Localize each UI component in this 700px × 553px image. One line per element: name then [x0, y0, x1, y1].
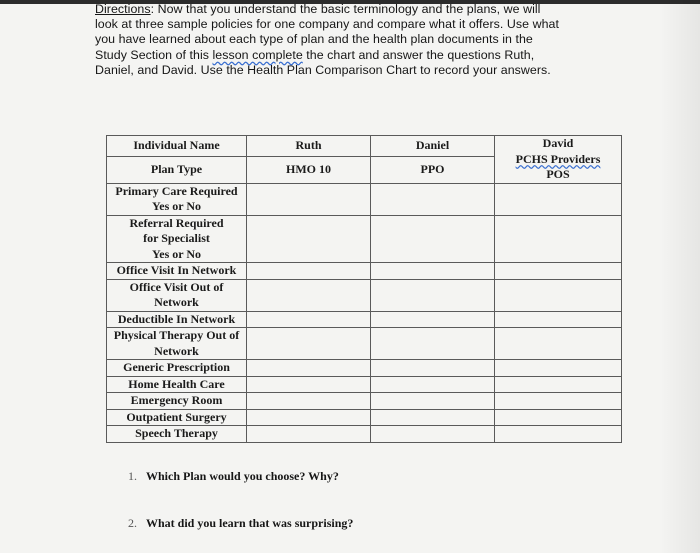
row-label — [107, 311, 247, 328]
row-label-line: Emergency Room — [130, 393, 223, 407]
answer-cell-daniel[interactable] — [371, 279, 495, 311]
row-label-line: Network — [154, 295, 199, 309]
david-plan-line1: PCHS Providers — [515, 151, 601, 166]
header-ruth: Ruth — [247, 136, 371, 157]
answer-cell-ruth[interactable] — [247, 263, 371, 280]
row-label — [107, 215, 247, 263]
row-label-line: Speech Therapy — [135, 426, 218, 440]
question-2-number: 2. — [128, 516, 137, 530]
chart-row — [107, 263, 622, 280]
row-label-line: Network — [154, 343, 199, 358]
question-2-text: What did you learn that was surprising? — [146, 516, 354, 530]
question-1-text: Which Plan would you choose? Why? — [146, 469, 339, 483]
row-label-line: for Specialist — [143, 231, 210, 245]
question-1-number: 1. — [128, 469, 137, 483]
answer-cell-david[interactable] — [495, 183, 622, 215]
row-label-line: Yes or No — [151, 199, 202, 213]
chart-row — [107, 279, 622, 311]
answer-cell-daniel[interactable] — [371, 393, 495, 410]
header-david — [495, 136, 622, 184]
chart-row — [107, 311, 622, 328]
chart-row — [107, 393, 622, 410]
chart-row — [107, 183, 622, 215]
answer-cell-david[interactable] — [495, 393, 622, 410]
answer-cell-daniel[interactable] — [371, 183, 495, 215]
row-label — [107, 183, 247, 215]
directions-text-2: the chart and answer the questions Ruth, Daniel, and David. Use the Health Plan Comparison Chart to record your answers. — [95, 47, 551, 77]
answer-cell-daniel[interactable] — [371, 215, 495, 263]
david-plan-line2: POS — [546, 167, 570, 181]
header-daniel: Daniel — [371, 136, 495, 157]
answer-cell-david[interactable] — [495, 426, 622, 443]
question-2 — [128, 516, 353, 531]
question-1 — [128, 469, 339, 484]
row-label-line: Physical Therapy Out of — [113, 328, 240, 342]
answer-cell-david[interactable] — [495, 215, 622, 263]
answer-cell-ruth[interactable] — [247, 311, 371, 328]
directions-text-1: : Now that you understand the basic terminology and the plans, we will look at three sample policies for one company and compare what it offers. Use what you have learned about each type of plan and the health plan documents in the Study Section of this — [95, 2, 559, 62]
answer-cell-ruth[interactable] — [247, 426, 371, 443]
answer-cell-daniel[interactable] — [371, 263, 495, 280]
row-label-line: Generic Prescription — [123, 360, 230, 374]
answer-cell-ruth[interactable] — [247, 215, 371, 263]
row-label — [107, 409, 247, 426]
answer-cell-ruth[interactable] — [247, 279, 371, 311]
row-label — [107, 393, 247, 410]
chart-row — [107, 409, 622, 426]
header-individual-name: Individual Name — [107, 136, 247, 157]
answer-cell-daniel[interactable] — [371, 426, 495, 443]
row-label-line: Deductible In Network — [117, 311, 236, 326]
answer-cell-daniel[interactable] — [371, 328, 495, 360]
row-label-line: Office Visit Out of — [129, 279, 224, 294]
row-label — [107, 376, 247, 393]
row-label — [107, 360, 247, 377]
chart-row — [107, 426, 622, 443]
row-label-line: Home Health Care — [128, 376, 225, 391]
row-label — [107, 279, 247, 311]
chart-row — [107, 360, 622, 377]
answer-cell-david[interactable] — [495, 311, 622, 328]
answer-cell-ruth[interactable] — [247, 409, 371, 426]
answer-cell-ruth[interactable] — [247, 328, 371, 360]
answer-cell-ruth[interactable] — [247, 376, 371, 393]
row-label-line: Referral Required — [129, 215, 224, 230]
health-plan-comparison-chart — [106, 135, 622, 443]
directions-lead: Directions — [95, 2, 151, 16]
answer-cell-ruth[interactable] — [247, 183, 371, 215]
row-label — [107, 426, 247, 443]
ruth-plan: HMO 10 — [247, 156, 371, 183]
answer-cell-david[interactable] — [495, 360, 622, 377]
row-label — [107, 263, 247, 280]
chart-row — [107, 376, 622, 393]
row-label-line: Primary Care Required — [115, 183, 238, 198]
directions-link-text: lesson complete — [212, 47, 303, 62]
row-label-line: Yes or No — [151, 246, 202, 261]
chart-row — [107, 328, 622, 360]
answer-cell-daniel[interactable] — [371, 311, 495, 328]
header-plan-type: Plan Type — [107, 156, 247, 183]
answer-cell-ruth[interactable] — [247, 393, 371, 410]
directions-paragraph — [95, 2, 565, 78]
page-shadow — [660, 0, 700, 553]
daniel-plan: PPO — [371, 156, 495, 183]
answer-cell-daniel[interactable] — [371, 360, 495, 377]
david-name: David — [542, 136, 574, 150]
answer-cell-ruth[interactable] — [247, 360, 371, 377]
answer-cell-david[interactable] — [495, 328, 622, 360]
chart-row — [107, 215, 622, 263]
row-label — [107, 328, 247, 360]
answer-cell-daniel[interactable] — [371, 376, 495, 393]
answer-cell-david[interactable] — [495, 376, 622, 393]
answer-cell-david[interactable] — [495, 279, 622, 311]
answer-cell-daniel[interactable] — [371, 409, 495, 426]
header-row-names — [107, 136, 622, 157]
answer-cell-david[interactable] — [495, 409, 622, 426]
answer-cell-david[interactable] — [495, 263, 622, 280]
row-label-line: Office Visit In Network — [116, 263, 237, 277]
row-label-line: Outpatient Surgery — [126, 409, 227, 424]
